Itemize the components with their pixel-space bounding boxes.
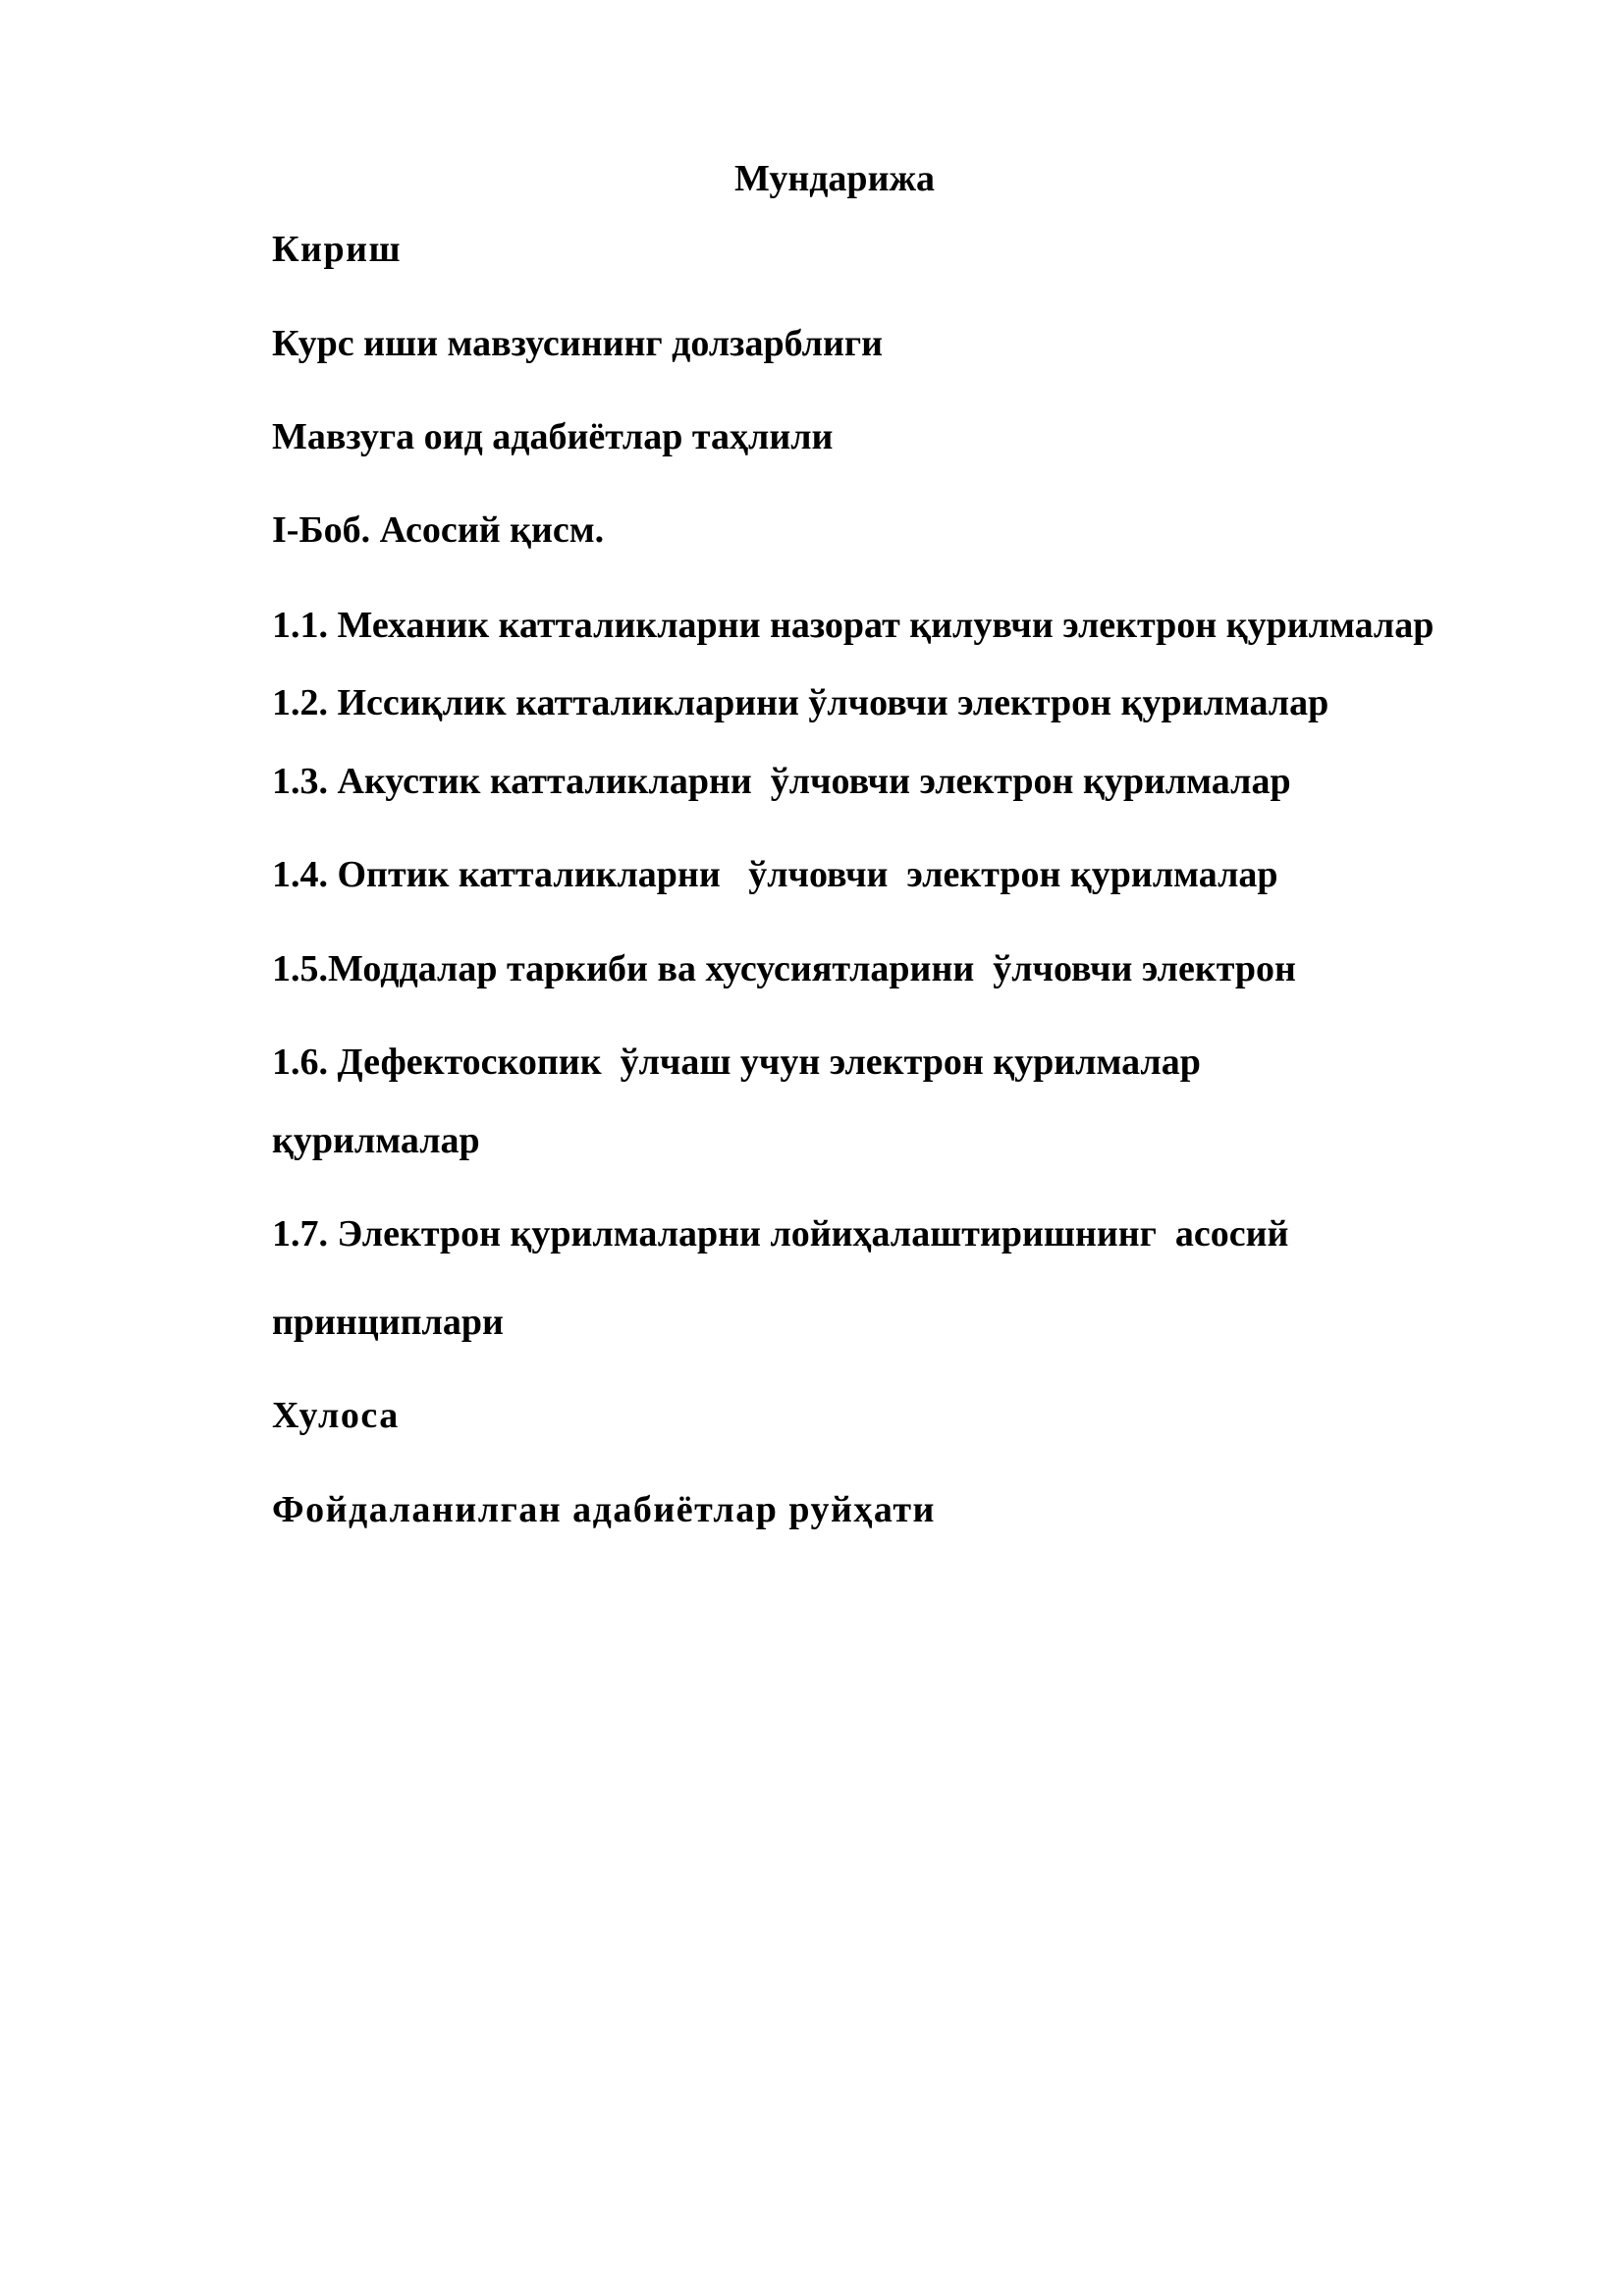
toc-item-1-6: 1.6. Дефектоскопик ўлчаш учун электрон қурилмалар (272, 1041, 1201, 1083)
toc-item-chapter-1: I-Боб. Асосий қисм. (272, 509, 605, 551)
toc-item-relevance: Курс иши мавзусининг долзарблиги (272, 323, 883, 364)
page-title: Мундарижа (733, 158, 936, 199)
toc-item-1-4: 1.4. Оптик катталикларни ўлчовчи электрон қурилмалар (272, 854, 1278, 895)
toc-item-1-7-continued: принциплари (272, 1302, 504, 1343)
toc-item-introduction: Кириш (272, 229, 403, 270)
toc-item-1-1: 1.1. Механик катталикларни назорат қилувчи электрон қурилмалар (272, 605, 1435, 646)
toc-item-1-6-continued: қурилмалар (272, 1120, 480, 1161)
toc-item-conclusion: Хулоса (272, 1395, 400, 1436)
toc-item-1-2: 1.2. Иссиқлик катталикларини ўлчовчи электрон қурилмалар (272, 682, 1329, 723)
toc-item-1-7: 1.7. Электрон қурилмаларни лойиҳалаштиришнинг асосий (272, 1213, 1289, 1255)
toc-item-1-5: 1.5.Моддалар таркиби ва хусусиятларини ўлчовчи электрон (272, 948, 1296, 989)
toc-item-1-3: 1.3. Акустик катталикларни ўлчовчи электрон қурилмалар (272, 761, 1291, 802)
toc-item-references: Фойдаланилган адабиётлар руйҳати (272, 1489, 936, 1530)
toc-item-literature-review: Мавзуга оид адабиётлар таҳлили (272, 416, 834, 457)
